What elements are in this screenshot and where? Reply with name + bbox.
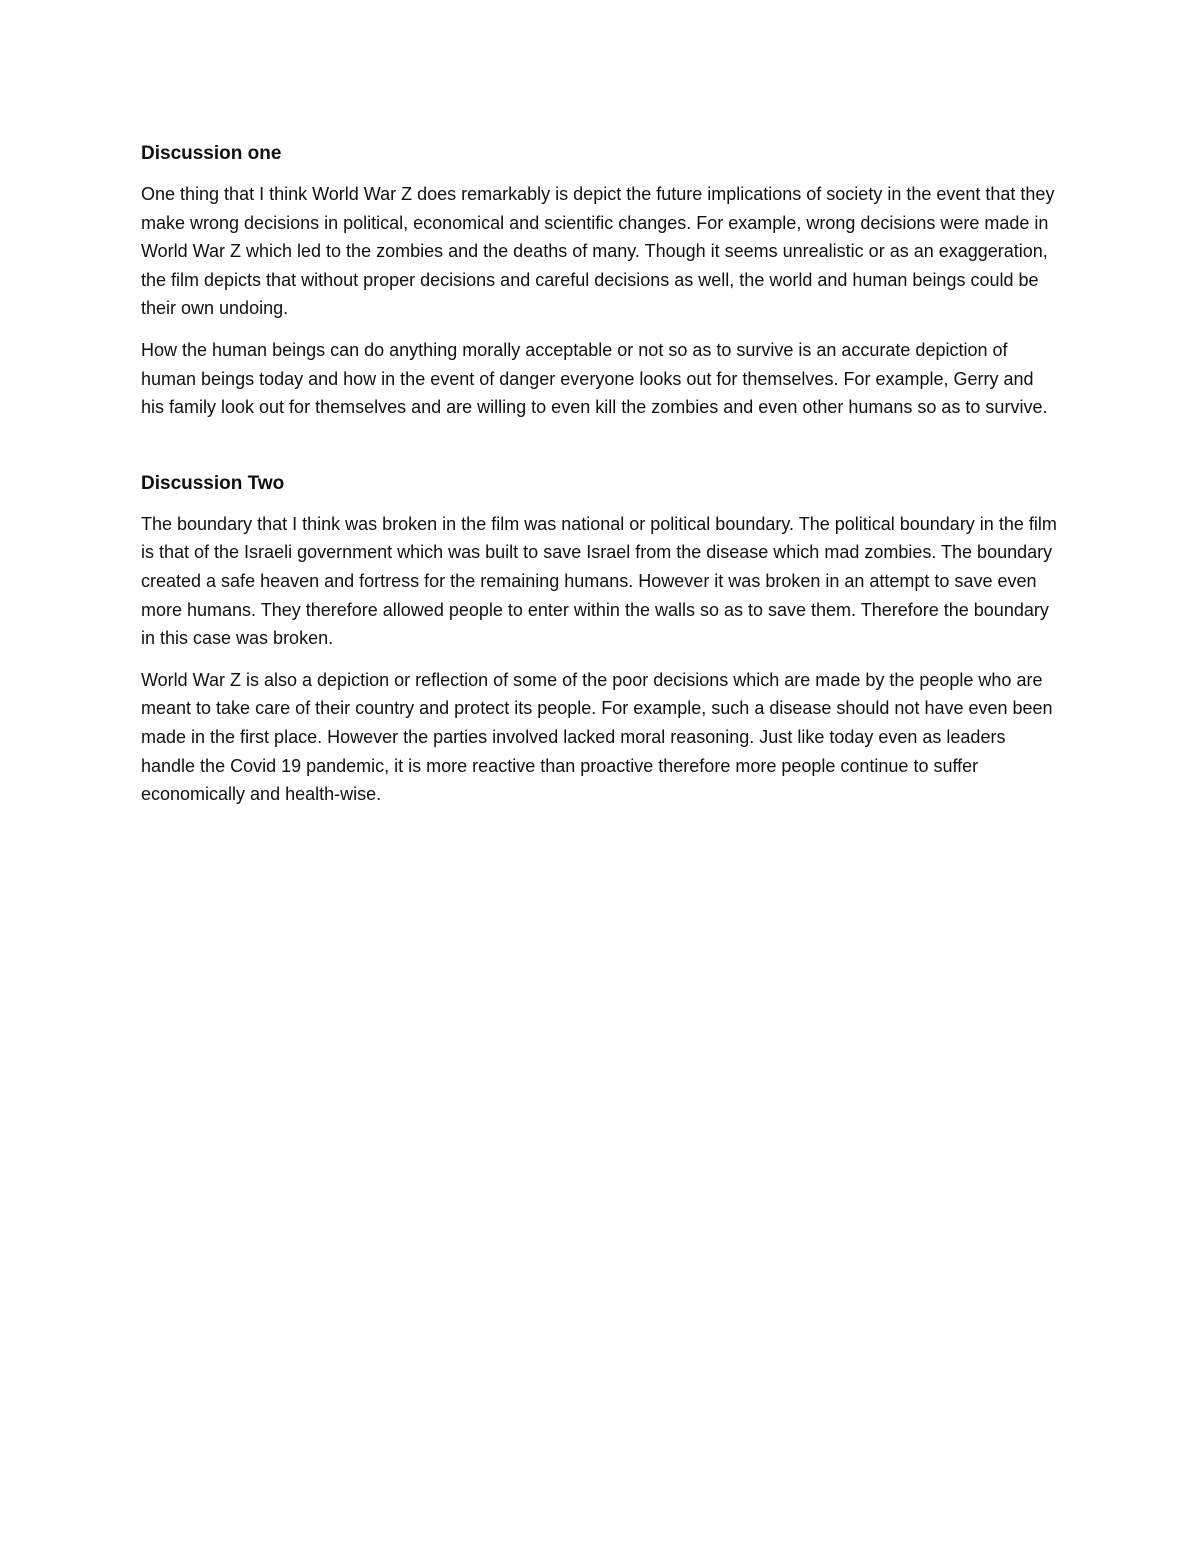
paragraph: The boundary that I think was broken in the film was national or political boundary. The political boundary in the film is that of the Israeli government which was built to save Israel from the disease which mad zombies. The boundary created a safe heaven and fortress for the remaining humans. However it was broken in an attempt to save even more humans. They therefore allowed people to enter within the walls so as to save them. Therefore the boundary in this case was broken.: [141, 513, 1057, 649]
section-discussion-one: [141, 140, 1059, 422]
section-discussion-two: [141, 470, 1059, 809]
paragraph: How the human beings can do anything morally acceptable or not so as to survive is an accurate depiction of human beings today and how in the event of danger everyone looks out for themselves. For example, Gerry and his family look out for themselves and are willing to even kill the zombies and even other humans so as to survive.: [141, 339, 1048, 418]
document-body: [141, 140, 1059, 822]
paragraph: One thing that I think World War Z does remarkably is depict the future implications of society in the event that they make wrong decisions in political, economical and scientific changes. For example, wrong decisions were made in World War Z which led to the zombies and the deaths of many. Though it seems unrealistic or as an exaggeration, the film depicts that without proper decisions and careful decisions as well, the world and human beings could be their own undoing.: [141, 184, 1055, 319]
section-heading: Discussion one: [141, 143, 282, 164]
paragraph: World War Z is also a depiction or reflection of some of the poor decisions which are made by the people who are meant to take care of their country and protect its people. For example, such a disease should not have even been made in the first place. However the parties involved lacked moral reasoning. Just like today even as leaders handle the Covid 19 pandemic, it is more reactive than proactive therefore more people continue to suffer economically and health-wise.: [141, 669, 1053, 805]
section-heading: Discussion Two: [141, 472, 285, 494]
